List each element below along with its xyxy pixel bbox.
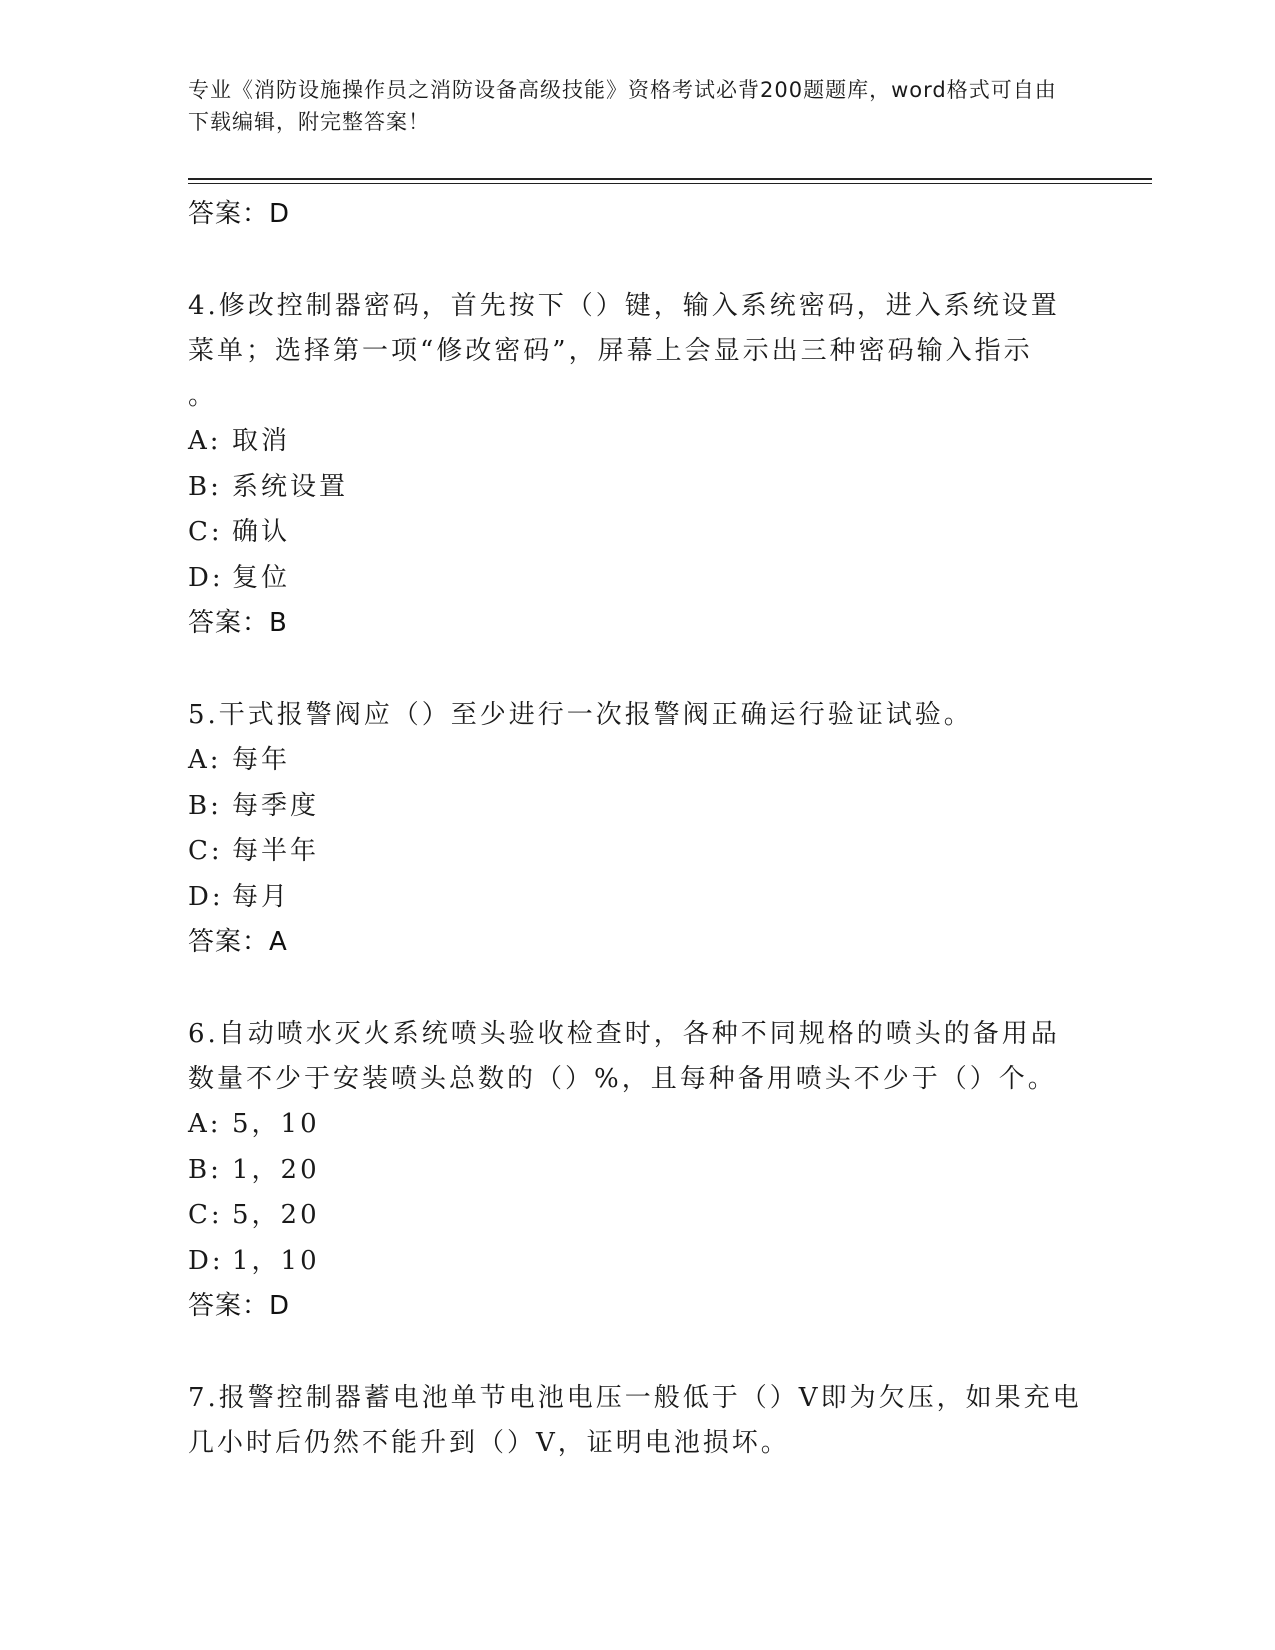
option-letter: D: [188,1245,224,1276]
option-letter: C: [188,517,223,547]
answer-option [188,875,1088,921]
answer-option [188,1239,1088,1285]
answer-option [188,465,1088,511]
option-text: 复位 [232,562,291,593]
answer-line: 答案：A [188,927,288,957]
option-text: 5，10 [232,1109,320,1139]
question-text-line: 数量不少于安装喷头总数的（）%，且每种备用喷头不少于（）个。 [188,1064,1057,1094]
question-text-line: 4.修改控制器密码，首先按下（）键，输入系统密码，进入系统设置 [188,291,1060,321]
answer-option [188,784,1088,830]
question-text-line: 7.报警控制器蓄电池单节电池电压一般低于（）V即为欠压，如果充电 [188,1383,1082,1413]
option-letter: C: [188,836,223,866]
question-text-line: 几小时后仍然不能升到（）V，证明电池损坏。 [188,1428,790,1458]
option-text: 系统设置 [232,471,349,502]
answer-option [188,1102,1088,1148]
document-header: 专业《消防设施操作员之消防设备高级技能》资格考试必背200题题库，word格式可自由下载编辑，附完整答案！ [188,78,1057,134]
questions-container [188,284,1088,1466]
question-list [188,192,1088,1466]
answer-option [188,556,1088,602]
option-text: 确认 [232,517,291,547]
option-text: 每月 [232,881,291,912]
question-block [188,1012,1088,1328]
option-text: 1，10 [232,1245,320,1276]
option-letter: A: [188,426,222,456]
answer-line: 答案：B [188,608,288,638]
question-block [188,693,1088,964]
answer-option [188,419,1088,465]
answer-option [188,510,1088,556]
option-letter: B: [188,790,222,821]
option-text: 5，20 [232,1200,320,1230]
question-text-line: 5.干式报警阀应（）至少进行一次报警阀正确运行验证试验。 [188,700,973,730]
option-letter: D: [188,562,224,593]
answer-line: 答案：D [188,1291,291,1321]
answer-line: 答案：D [188,199,291,229]
option-text: 每年 [232,745,291,775]
question-text-line: 菜单；选择第一项“修改密码”，屏幕上会显示出三种密码输入指示 [188,336,1033,366]
option-text: 每半年 [232,836,320,866]
answer-option [188,1148,1088,1194]
header-rule-thick [188,178,1152,180]
header-rule-thin [188,183,1152,184]
question-block [188,284,1088,645]
option-letter: C: [188,1200,223,1230]
option-letter: B: [188,471,222,502]
question-block [188,1376,1088,1466]
question-text-line: 。 [188,381,218,411]
answer-option [188,829,1088,875]
option-text: 每季度 [232,790,320,821]
option-letter: B: [188,1154,222,1185]
answer-option [188,1193,1088,1239]
option-text: 取消 [232,426,291,456]
question-text-line: 6.自动喷水灭火系统喷头验收检查时，各种不同规格的喷头的备用品 [188,1019,1060,1049]
answer-option [188,738,1088,784]
option-letter: D: [188,881,224,912]
option-letter: A: [188,745,222,775]
option-text: 1，20 [232,1154,320,1185]
option-letter: A: [188,1109,222,1139]
